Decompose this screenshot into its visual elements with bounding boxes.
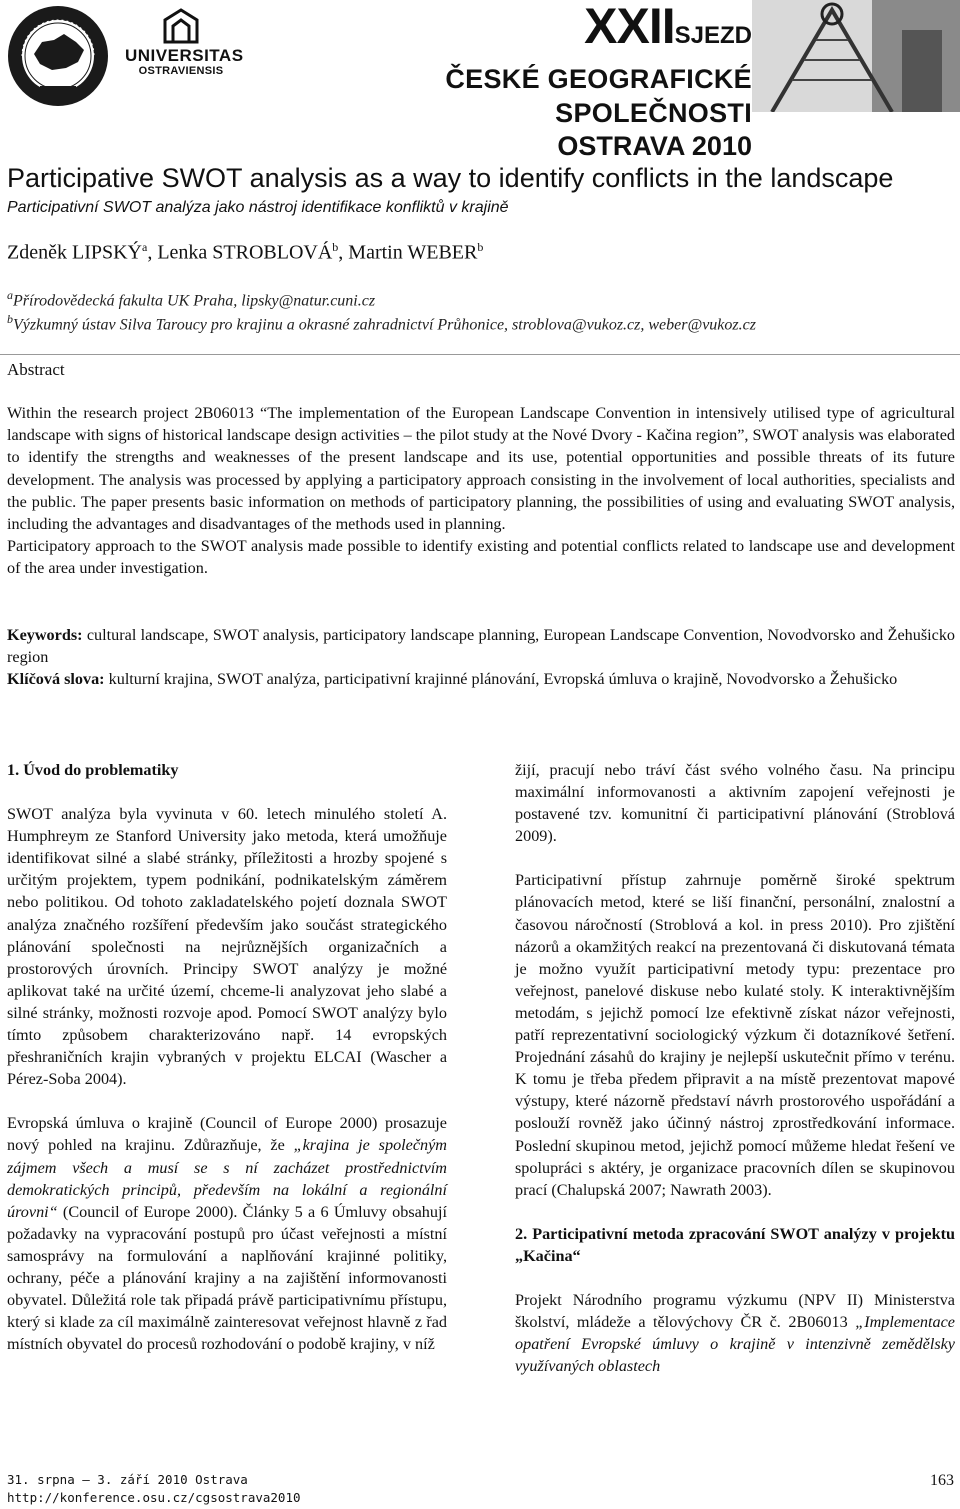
author-name: Lenka STROBLOVÁ [157, 241, 333, 264]
right-column [515, 759, 955, 1377]
left-column [7, 759, 447, 1355]
author-sup: b [477, 240, 484, 254]
section-heading: 2. Participativní metoda zpracování SWOT analýzy v projektu „Kačina“ [515, 1224, 955, 1265]
affiliation-a: $^a$Přírodovědecká fakulta UK Praha, lipsky@natur.cuni.cz [7, 288, 376, 310]
footer-url[interactable]: http://konference.osu.cz/cgsostrava2010 [7, 1490, 301, 1505]
congress-word: SJEZD [674, 22, 752, 49]
abstract-paragraph: Participatory approach to the SWOT analysis made possible to identify existing and potential conflicts related to landscape use and development of the area under investigation. [7, 537, 955, 578]
university-emblem-icon [161, 6, 201, 46]
paragraph: Evropská úmluva o krajině (Council of Europe 2000) prosazuje nový pohled na krajinu. Zdůrazňuje, že „krajina je společným zájmem všech a musí se s ní zacházet prostřednictvím demokratických principů, především na lokální a regionální úrovni“ (Council of Europe 2000). Články 5 a 6 Úmluvy obsahují požadavky na vypracování postupů pro účast veřejnosti a místní samosprávy na formulování a naplňování krajinné politiky, ochrany, péče a plánování krajiny a na zajištění informovanosti obyvatel. Důležitá role tak připadá právě participativnímu přístupu, který si klade za cíl maximálně zainteresovat veřejnost hlavně z řad místních obyvatel do procesů rozhodování o podobě krajiny, v níž [7, 1114, 447, 1354]
affiliation-b: $^b$Výzkumný ústav Silva Taroucy pro krajinu a okrasné zahradnictví Průhonice, stroblova@vukoz.cz, weber@vukoz.cz [7, 312, 756, 334]
university-logo [125, 46, 244, 77]
author-sup: a [141, 240, 148, 254]
paragraph: Projekt Národního programu výzkumu (NPV II) Ministerstva školství, mládeže a tělovýchovy ČR č. 2B06013 „Implementace opatření Evropské úmluvy o krajině v intenzivně zemědělsky využívaných oblastech [515, 1290, 955, 1376]
society-seal-logo [4, 4, 112, 108]
university-name: UNIVERSITAS [125, 46, 244, 65]
keywords-cz: Klíčová slova: kulturní krajina, SWOT analýza, participativní krajinné plánování, Evropská úmluva o krajině, Novodvorsko a Žehušicko [7, 670, 898, 689]
author-name: Zdeněk LIPSKÝ [7, 241, 142, 264]
article-title: Participative SWOT analysis as a way to identify conflicts in the landscape [7, 163, 894, 193]
author-sup: b [332, 240, 339, 254]
quote: „krajina je společným zájmem všech a musí se s ní zacházet prostřednictvím demokratických principů, především na lokální a regionální úrovni“ [7, 1136, 447, 1221]
congress-banner [312, 0, 752, 162]
congress-city-year: OSTRAVA 2010 [557, 131, 752, 161]
congress-number: XXII [584, 0, 675, 54]
author-name: Martin WEBER [348, 241, 478, 264]
keywords-block [7, 624, 955, 691]
footer-info [7, 1471, 301, 1507]
author-list: Zdeněk LIPSKÝ$^a$, Lenka STROBLOVÁ$^b$, Martin WEBER$^b$ [7, 240, 484, 264]
mine-tower-photo [752, 0, 960, 112]
abstract-paragraph: Within the research project 2B06013 “The implementation of the European Landscape Convention in intensively utilised type of agricultural landscape with signs of historical landscape design activities – the pilot study at the Nové Dvory - Kačina region”, SWOT analysis was elaborated to identify the strengths and weaknesses of the present landscape and its use, potential opportunities and possible threats of its future development. The analysis was processed by applying a participatory approach consisting in the involvement of local authorities, specialists and the public. The paper presents basic information on methods of participatory planning, the possibilities of using and evaluating SWOT analysis, including the advantages and disadvantages of the methods used in planning. [7, 404, 955, 534]
keywords-en: Keywords: cultural landscape, SWOT analysis, participatory landscape planning, European Landscape Convention, Novodvorsko and Žehušicko region [7, 626, 956, 667]
footer-date: 31. srpna – 3. září 2010 Ostrava [7, 1472, 248, 1487]
paragraph: Participativní přístup zahrnuje poměrně široké spektrum plánovacích metod, které se liší finanční, personální, znalostní a časovou náročností (Stroblová a kol. in press 2010). Pro zjištění názorů a okamžitých reakcí na prezentovaná či diskutovaná témata je možno využít participativní metody typu: prezentace pro veřejnost, panelové diskuse nebo kulaté stoly. K interaktivnějším metodám, s jejichž pomocí lze efektivně získat názor veřejnosti, patří reprezentativní sociologický výzkum či dotazníkové šetření. Projednání zásahů do krajiny je nejlepší uskutečnit přímo v terénu. K tomu je třeba předem připravit a na místě prezentovat mapové výstupy, které názorně představí návrh prostorového uspořádání a poslouží rovněž jako účinný nástroj zprostředkování informace. Poslední skupinou metod, jejichž pomocí můžeme hledat řešení ve spolupráci s aktéry, je organizace pracovních dílen se skupinovou prací (Chalupská 2007; Nawrath 2003). [515, 871, 955, 1199]
paragraph: žijí, pracují nebo tráví část svého volného času. Na principu maximální informovanosti a aktivním zapojení veřejnosti je postavené tzv. komunitní či participativní plánování (Stroblová 2009). [515, 761, 955, 846]
university-subname: OSTRAVIENSIS [138, 65, 224, 77]
section-heading: 1. Úvod do problematiky [7, 761, 179, 779]
divider [0, 354, 960, 355]
abstract-body [7, 402, 955, 580]
congress-society: ČESKÉ GEOGRAFICKÉ SPOLEČNOSTI [445, 64, 752, 128]
abstract-heading: Abstract [7, 360, 65, 379]
article-subtitle: Participativní SWOT analýza jako nástroj identifikace konfliktů v krajině [7, 199, 509, 216]
paragraph: SWOT analýza byla vyvinuta v 60. letech minulého století A. Humphreym ze Stanford University jako metoda, která umožňuje identifikovat silné a slabé stránky, příležitosti a hrozby spojené s určitým projektem, typem podnikání, podnikatelským záměrem nebo politikou. Od tohoto zakladatelského pojetí doznala SWOT analýza značného rozšíření především jako součást strategického plánování společnosti na nejrůznějších organizačních a prostorových úrovních. Principy SWOT analýzy je možné aplikovat také na určité území, chceme-li analyzovat jeho slabé a silné stránky, možnosti rozvoje apod. Pomocí SWOT analýzy bylo tímto způsobem charakterizováno např. 14 evropských přeshraničních krajin vybraných v projektu ELCAI (Wascher a Pérez-Soba 2004). [7, 805, 447, 1089]
page-number: 163 [930, 1472, 954, 1489]
